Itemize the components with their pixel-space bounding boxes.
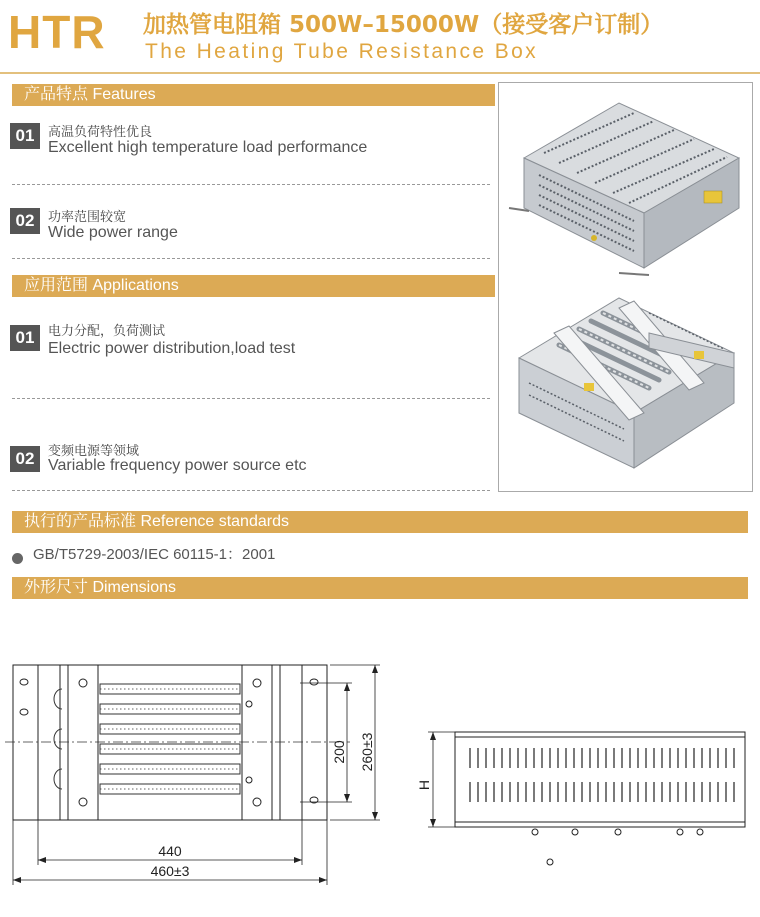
application-number-badge: 01 [10,325,40,351]
dim-side-height: H [416,779,432,791]
dim-height-outer: 260±3 [359,732,375,772]
feature-label-cn: 功率范围较宽 [48,210,127,225]
dim-width-inner: 440 [158,843,182,859]
feature-number-badge: 01 [10,123,40,149]
feature-label-cn: 高温负荷特性优良 [48,125,153,140]
application-number-badge: 02 [10,446,40,472]
vent-slots-bottom [470,782,734,802]
page-header [0,0,760,78]
application-label-en: Variable frequency power source etc [48,457,307,474]
dashed-divider [12,490,490,491]
dashed-divider [12,258,490,259]
product-title-cn: 加热管电阻箱 500W–15000W（接受客户订制） [143,12,664,38]
standards-section-bar: 执行的产品标准 Reference standards [12,511,748,533]
dashed-divider [12,184,490,185]
brand-logo: HTR [8,6,106,58]
dimension-drawing [0,640,760,917]
application-label-cn: 电力分配，负荷测试 [48,324,166,339]
standard-text: GB/T5729-2003/IEC 60115-1：2001 [33,546,276,563]
dim-height-inner: 200 [331,740,347,764]
side-view-frame [455,732,745,827]
application-label-cn: 变频电源等领域 [48,444,140,459]
header-divider [0,72,760,74]
dimensions-section-bar: 外形尺寸 Dimensions [12,577,748,599]
resistor-box-open-image [519,298,734,468]
feature-label-en: Wide power range [48,224,178,241]
vent-slots-top [470,748,734,768]
feature-number-badge: 02 [10,208,40,234]
resistor-box-closed-image [509,103,739,275]
feature-label-en: Excellent high temperature load performance [48,139,368,156]
product-photo-panel [498,82,753,492]
bullet-icon [12,553,23,564]
application-label-en: Electric power distribution,load test [48,340,296,357]
product-title-en: The Heating Tube Resistance Box [145,40,539,63]
features-section-bar: 产品特点 Features [12,84,495,106]
dashed-divider [12,398,490,399]
applications-section-bar: 应用范围 Applications [12,275,495,297]
dim-width-outer: 460±3 [150,863,190,879]
product-illustration [499,83,752,491]
